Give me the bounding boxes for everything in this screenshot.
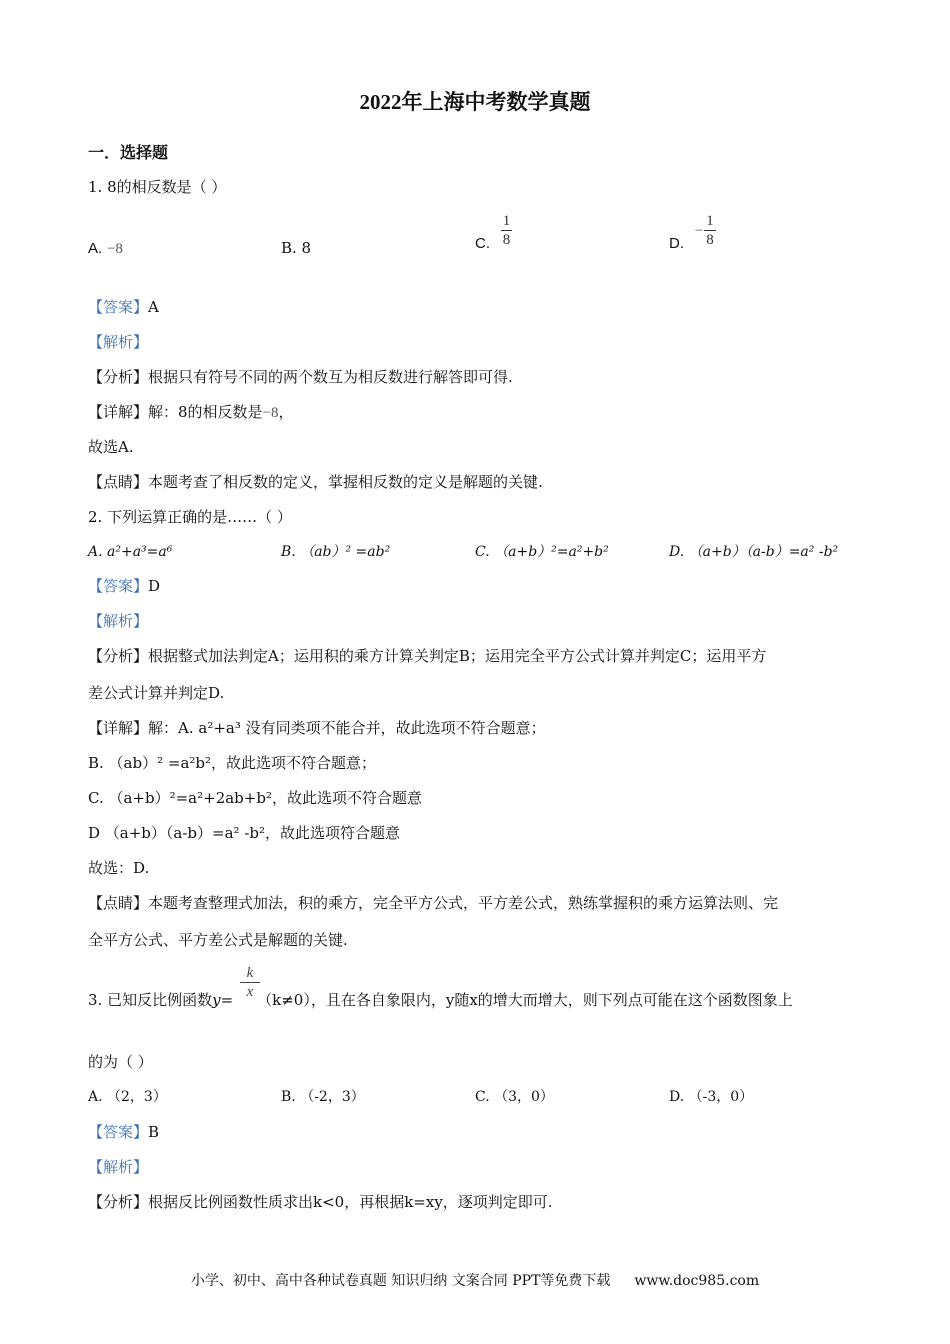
q1-fenxi	[88, 367, 513, 387]
q1-fenxi-text: 根据只有符号不同的两个数互为相反数进行解答即可得.	[148, 368, 513, 386]
q1-answer-value: A	[148, 298, 159, 316]
q3-stem-text-b: （k≠0），且在各自象限内，y随x的增大而增大，则下列点可能在这个函数图象上	[257, 991, 793, 1009]
q2-line-d: D （a+b）（a-b）=a² -b²，故此选项符合题意	[88, 824, 400, 842]
q1-option-c-num: 1	[502, 213, 511, 229]
q1-option-d-fraction	[704, 212, 716, 249]
q3-option-a: A. （2，3）	[88, 1089, 167, 1105]
q2-answer	[88, 576, 160, 596]
q3-stem-1	[88, 990, 793, 1010]
q3-fraction-num: k	[246, 965, 254, 981]
q2-option-d: D. （a+b）（a-b）=a² -b²	[669, 544, 839, 560]
q2-fenxi-text-1: 根据整式加法判定A；运用积的乘方计算关判定B；运用完全平方公式计算并判定C；运用平方	[148, 647, 767, 665]
q2-fenxi-2: 差公式计算并判定D.	[88, 684, 225, 702]
q1-option-c-den: 8	[502, 232, 511, 248]
q2-xiangjie-text: 解：A. a²+a³ 没有同类项不能合并，故此选项不符合题意；	[148, 719, 546, 737]
q1-answer	[88, 297, 159, 317]
footer-site-link[interactable]: www.doc985.com	[634, 1273, 760, 1289]
q2-line-c: C. （a+b）²=a²+2ab+b²，故此选项不符合题意	[88, 789, 422, 807]
q1-option-d	[669, 212, 716, 252]
q2-guxuan: 故选：D.	[88, 859, 150, 877]
q1-xiangjie-end: ，	[278, 403, 294, 421]
q2-option-b: B. （ab）² =ab²	[281, 544, 391, 560]
page-footer	[0, 1270, 950, 1290]
q1-xiangjie-text: 解：8的相反数是	[148, 403, 263, 421]
q2-xiangjie	[88, 718, 546, 738]
q1-dianjing-text: 本题考查了相反数的定义，掌握相反数的定义是解题的关键.	[148, 473, 543, 491]
dianjing-tag: 【点睛】	[88, 473, 149, 491]
q3-stem-2: 的为（ ）	[88, 1053, 153, 1071]
q1-option-b: B. 8	[281, 239, 312, 257]
q1-option-d-den: 8	[706, 232, 714, 248]
q2-option-a: A. a²+a³=a⁶	[88, 544, 173, 560]
dianjing-tag: 【点睛】	[88, 894, 149, 912]
q3-option-d: D. （-3，0）	[669, 1089, 754, 1105]
q2-dianjing-text-1: 本题考查整理式加法，积的乘方，完全平方公式，平方差公式，熟练掌握积的乘方运算法则、完	[148, 894, 779, 912]
q1-option-d-neg: −	[694, 222, 704, 239]
q3-fenxi-text: 根据反比例函数性质求出k<0，再根据k=xy，逐项判定即可.	[148, 1193, 553, 1211]
answer-tag: 【答案】	[88, 1123, 149, 1141]
q1-option-a-label: A.	[88, 240, 103, 257]
q1-option-a-value: −8	[106, 241, 123, 257]
page-title: 2022年上海中考数学真题	[359, 90, 591, 114]
fenxi-tag: 【分析】	[88, 368, 149, 386]
q2-dianjing-2: 全平方公式、平方差公式是解题的关键.	[88, 931, 348, 949]
q1-dianjing	[88, 472, 543, 492]
q1-xiangjie	[88, 402, 294, 423]
xiangjie-tag: 【详解】	[88, 403, 149, 421]
q2-line-b: B. （ab）² =a²b²，故此选项不符合题意；	[88, 754, 377, 772]
section-heading: 一．选择题	[88, 143, 169, 162]
q1-guxuan: 故选A.	[88, 438, 134, 456]
q1-option-c	[475, 212, 512, 252]
q2-fenxi-1	[88, 646, 766, 666]
q3-stem-text-a: 3. 已知反比例函数	[88, 991, 213, 1009]
q2-analysis-tag: 【解析】	[88, 612, 149, 630]
q3-stem-y: y=	[212, 991, 234, 1009]
q1-option-c-label: C.	[475, 234, 490, 252]
answer-tag: 【答案】	[88, 298, 149, 316]
q3-answer-value: B	[148, 1123, 160, 1141]
q3-answer	[88, 1122, 159, 1142]
q3-analysis-tag: 【解析】	[88, 1158, 149, 1176]
q2-stem: 2. 下列运算正确的是……（ ）	[88, 508, 292, 526]
q2-option-c: C. （a+b）²=a²+b²	[475, 544, 609, 560]
q1-analysis-tag: 【解析】	[88, 333, 149, 351]
q1-option-c-fraction	[501, 212, 513, 249]
q1-stem: 1. 8的相反数是（ ）	[88, 178, 227, 196]
answer-tag: 【答案】	[88, 577, 149, 595]
footer-text: 小学、初中、高中各种试卷真题 知识归纳 文案合同 PPT等免费下载	[190, 1273, 611, 1289]
xiangjie-tag: 【详解】	[88, 719, 149, 737]
q1-option-d-num: 1	[706, 213, 714, 229]
q2-answer-value: D	[148, 577, 161, 595]
q1-option-d-label: D.	[669, 234, 684, 252]
q1-option-a	[88, 238, 123, 259]
q1-xiangjie-value: −8	[262, 405, 279, 421]
q3-option-b: B. （-2，3）	[281, 1089, 365, 1105]
q3-fenxi	[88, 1192, 553, 1212]
fenxi-tag: 【分析】	[88, 647, 149, 665]
q2-dianjing-1	[88, 893, 778, 913]
q3-option-c: C. （3，0）	[475, 1089, 554, 1105]
fenxi-tag: 【分析】	[88, 1193, 149, 1211]
q3-fraction-den: x	[240, 982, 260, 1001]
